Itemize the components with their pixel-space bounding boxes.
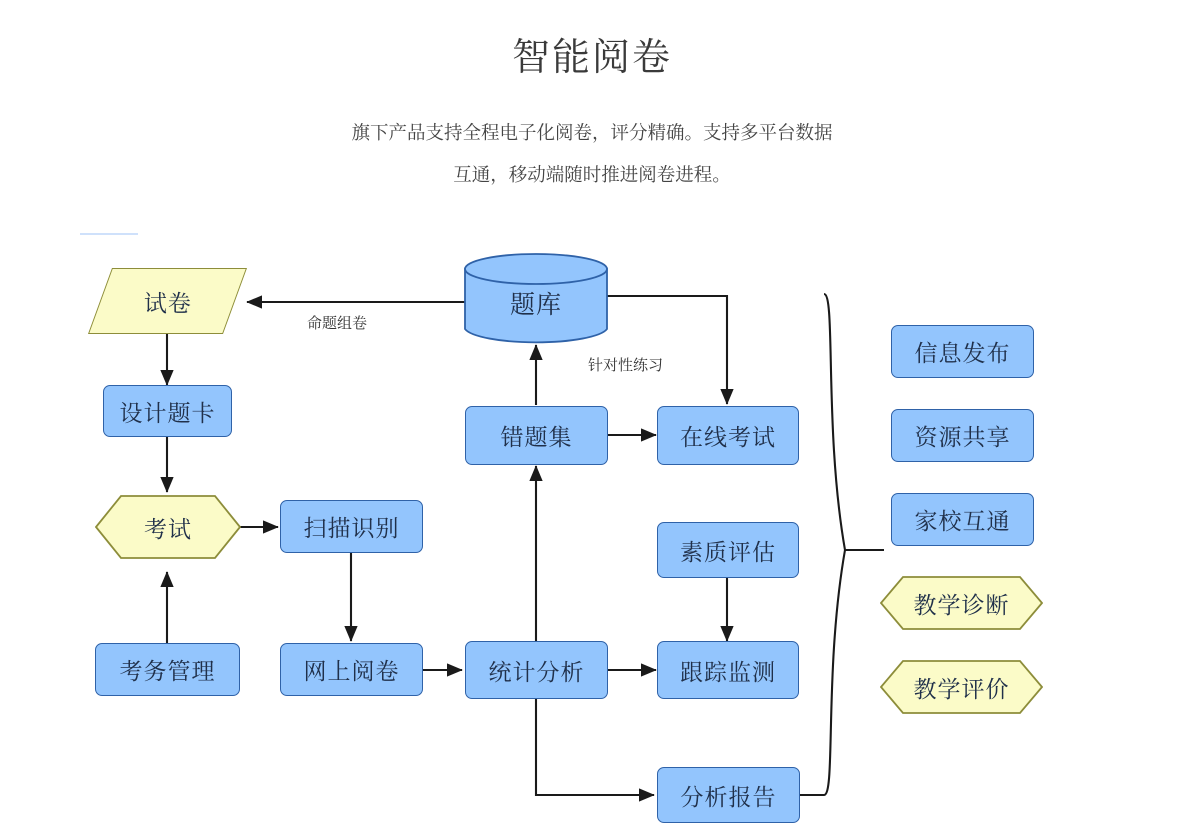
node-exam-paper[interactable]	[88, 268, 247, 334]
node-quality-eval[interactable]	[657, 522, 799, 578]
node-analysis-report-label: 分析报告	[680, 783, 777, 810]
node-exam[interactable]	[95, 495, 241, 559]
node-scan-recognize-label: 扫描识别	[303, 515, 400, 541]
outcome-info-release[interactable]	[891, 325, 1034, 378]
node-tracking-label: 跟踪监测	[680, 658, 776, 685]
node-quality-eval-label: 素质评估	[680, 538, 776, 565]
outcome-teaching-diagnosis[interactable]	[880, 576, 1043, 630]
node-design-card[interactable]	[103, 385, 232, 437]
node-exam-affairs-label: 考务管理	[119, 658, 216, 684]
outcome-home-school-label: 家校互通	[914, 508, 1011, 534]
outcome-resource-share-label: 资源共享	[914, 424, 1011, 450]
node-exam-affairs[interactable]	[95, 643, 240, 696]
subtitle-line-1: 旗下产品支持全程电子化阅卷，评分精确。支持多平台数据	[351, 122, 833, 143]
node-statistics[interactable]	[465, 641, 608, 699]
node-online-marking[interactable]	[280, 643, 423, 696]
edge-label-practice: 针对性练习	[588, 357, 664, 374]
node-exam-label: 考试	[144, 515, 192, 542]
node-online-exam-label: 在线考试	[680, 424, 776, 450]
outcome-teaching-evaluation-label: 教学评价	[913, 675, 1010, 702]
node-statistics-label: 统计分析	[488, 658, 585, 685]
outcome-teaching-evaluation[interactable]	[880, 660, 1043, 714]
node-scan-recognize[interactable]	[280, 500, 423, 553]
node-online-marking-label: 网上阅卷	[303, 658, 400, 684]
outcome-info-release-label: 信息发布	[914, 340, 1011, 366]
outcome-teaching-diagnosis-label: 教学诊断	[913, 591, 1010, 618]
node-question-bank[interactable]	[463, 253, 609, 345]
edge-label-compose: 命题组卷	[307, 315, 368, 332]
node-online-exam[interactable]	[657, 406, 799, 465]
node-wrong-set-label: 错题集	[500, 424, 573, 450]
page-title: 智能阅卷	[511, 37, 672, 79]
node-analysis-report[interactable]	[657, 767, 800, 823]
outcome-resource-share[interactable]	[891, 409, 1034, 462]
outcome-home-school[interactable]	[891, 493, 1034, 546]
node-tracking[interactable]	[657, 641, 799, 699]
node-wrong-set[interactable]	[465, 406, 608, 465]
subtitle-line-2: 互通，移动端随时推进阅卷进程。	[453, 164, 731, 185]
node-question-bank-label: 题库	[509, 291, 562, 319]
node-design-card-label: 设计题卡	[119, 399, 216, 426]
node-exam-paper-label: 试卷	[143, 289, 192, 316]
